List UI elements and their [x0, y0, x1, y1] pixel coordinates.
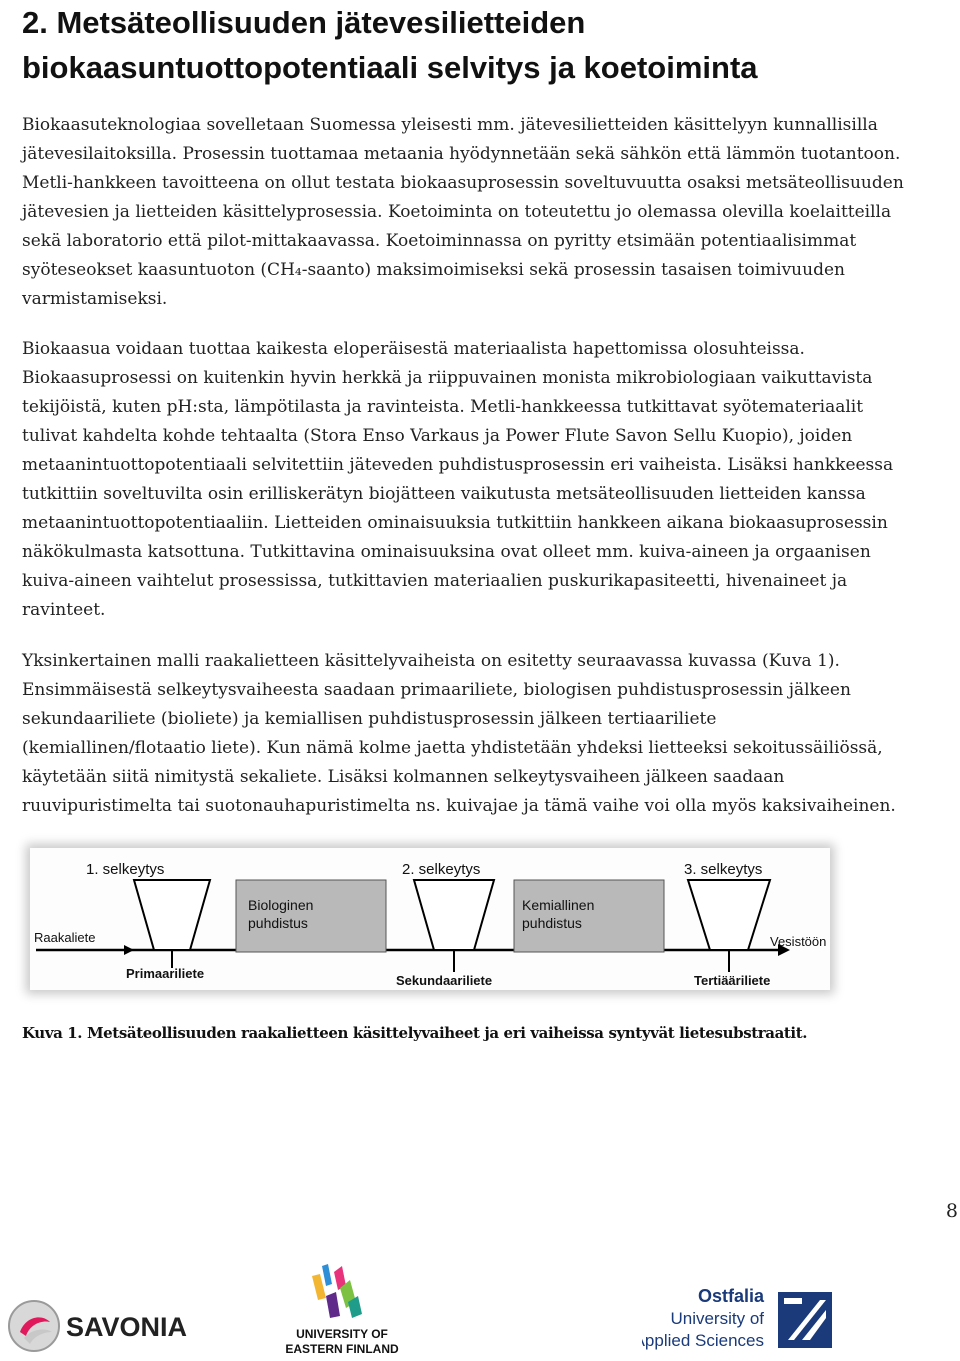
- input-arrow: [124, 945, 134, 955]
- text-line: varmistamiseksi.: [22, 289, 168, 309]
- uef-line-2: EASTERN FINLAND: [285, 1342, 399, 1356]
- text-line: metaanintuottopotentiaaliin. Lietteiden ominaisuuksia tutkittiin hankkeen aikana biokaasuprosessin: [22, 513, 888, 533]
- uef-line-1: UNIVERSITY OF: [296, 1327, 388, 1341]
- text-line: Metli-hankkeen tavoitteena on ollut testata biokaasuprosessin soveltuvuutta osaksi metsäteollisuuden: [22, 173, 904, 193]
- box-bio-line-2: puhdistus: [248, 915, 308, 931]
- stage-1-label: 1. selkeytys: [86, 861, 165, 878]
- clarifier-2: [414, 880, 494, 950]
- text-line: ruuvipuristimelta tai suotonauhapuristimelta ns. kuivajae ja tämä vaihe voi olla myös kaksivaiheinen.: [22, 796, 896, 816]
- savonia-wordmark: SAVONIA: [66, 1312, 188, 1342]
- text-line: Yksinkertainen malli raakalietteen käsittelyvaiheista on esitetty seuraavassa kuvassa (Kuva 1).: [22, 651, 840, 671]
- input-label: Raakaliete: [34, 930, 96, 945]
- text-line: sekä laboratorio että pilot-mittakaavassa. Koetoiminnassa on pyritty etsimään potentiaalisimmat: [22, 231, 857, 251]
- box-bio-line-1: Biologinen: [248, 897, 314, 913]
- process-diagram: [30, 848, 830, 990]
- clarifier-3: [688, 880, 770, 950]
- text-line: tutkittiin soveltuvilta osin erilliskerätyn biojätteen vaikutusta metsäteollisuuden lietteiden kanssa: [22, 484, 866, 504]
- text-line: Biokaasuteknologiaa sovelletaan Suomessa yleisesti mm. jätevesilietteiden käsittelyyn kunnallisilla: [22, 115, 878, 135]
- text-line: sekundaariliete (bioliete) ja kemiallisen puhdistusprosessin jälkeen tertiaariliete: [22, 709, 717, 729]
- clarifier-1: [134, 880, 210, 950]
- heading-line-1: 2. Metsäteollisuuden jätevesilietteiden: [22, 5, 586, 40]
- output-label: Vesistöön: [770, 934, 827, 949]
- ostfalia-line-2: University of: [670, 1309, 764, 1328]
- text-line: jätevesilaitoksilla. Prosessin tuottamaa metaania hyödynnetään sekä sähkön että lämmön tuotantoon.: [22, 144, 901, 164]
- box-chem-line-2: puhdistus: [522, 915, 582, 931]
- text-line: Biokaasuprosessi on kuitenkin hyvin herkkä ja riippuvainen monista mikrobiologiaan vaikuttavista: [22, 368, 873, 388]
- heading-line-2: biokaasuntuottopotentiaali selvitys ja koetoiminta: [22, 50, 758, 85]
- text-line: näkökulmasta katsottuna. Tutkittavina ominaisuuksina ovat olleet mm. kuiva-aineen ja orgaanisen: [22, 542, 871, 562]
- stage-2-label: 2. selkeytys: [402, 861, 481, 878]
- secondary-sludge-label: Sekundaariliete: [396, 973, 493, 988]
- text-line: jätevesien ja lietteiden käsittelyprosessia. Koetoiminta on toteutettu jo olemassa olevilla koelaitteilla: [22, 202, 892, 222]
- uef-logo: [282, 1262, 402, 1356]
- tertiary-sludge-label: Tertiääriliete: [694, 973, 771, 988]
- page-number: 8: [945, 1200, 958, 1222]
- text-line: metaanintuottopotentiaali selvitettiin jäteveden puhdistusprosessin eri vaiheista. Lisäksi hankkeessa: [22, 455, 894, 475]
- paragraph-sludge-model: [22, 647, 952, 821]
- ostfalia-line-3: Applied Sciences: [642, 1331, 764, 1350]
- text-line: (kemiallinen/flotaatio liete). Kun nämä kolme jaetta yhdistetään yhdeksi lietteeksi sekoitussäiliössä,: [22, 738, 883, 758]
- text-line: Biokaasua voidaan tuottaa kaikesta eloperäisestä materiaalista hapettomissa olosuhteissa.: [22, 339, 805, 359]
- text-line: ravinteet.: [22, 600, 106, 620]
- ostfalia-logo: [642, 1284, 838, 1354]
- text-line: tulivat kahdelta kohde tehtaalta (Stora Enso Varkaus ja Power Flute Savon Sellu Kuopio), joiden: [22, 426, 853, 446]
- text-line: käytetään siitä nimitystä sekaliete. Lisäksi kolmannen selkeytysvaiheen jälkeen saadaan: [22, 767, 785, 787]
- stage-3-label: 3. selkeytys: [684, 861, 763, 878]
- text-line: tekijöistä, kuten pH:sta, lämpötilasta ja ravinteista. Metli-hankkeessa tutkittavat syötemateriaalit: [22, 397, 864, 417]
- paragraph-biogas: [22, 335, 952, 625]
- text-line: syöteseokset kaasuntuoton (CH₄-saanto) maksimoimiseksi sekä prosessin tasaisen toimivuuden: [22, 260, 845, 280]
- section-heading: [22, 0, 942, 90]
- figure-caption: Kuva 1. Metsäteollisuuden raakalietteen käsittelyvaiheet ja eri vaiheissa syntyvät lietesubstraatit.: [22, 1024, 808, 1042]
- paragraph-intro: [22, 111, 952, 314]
- box-chem-line-1: Kemiallinen: [522, 897, 595, 913]
- ostfalia-line-1: Ostfalia: [697, 1286, 764, 1306]
- savonia-logo: [6, 1298, 206, 1354]
- text-line: Ensimmäisestä selkeytysvaiheesta saadaan primaariliete, biologisen puhdistusprosessin jälkeen: [22, 680, 851, 700]
- primary-sludge-label: Primaariliete: [126, 966, 205, 981]
- text-line: kuiva-aineen vaihtelut prosessissa, tutkittavien materiaalien puskurikapasiteetti, hivenaineet ja: [22, 571, 848, 591]
